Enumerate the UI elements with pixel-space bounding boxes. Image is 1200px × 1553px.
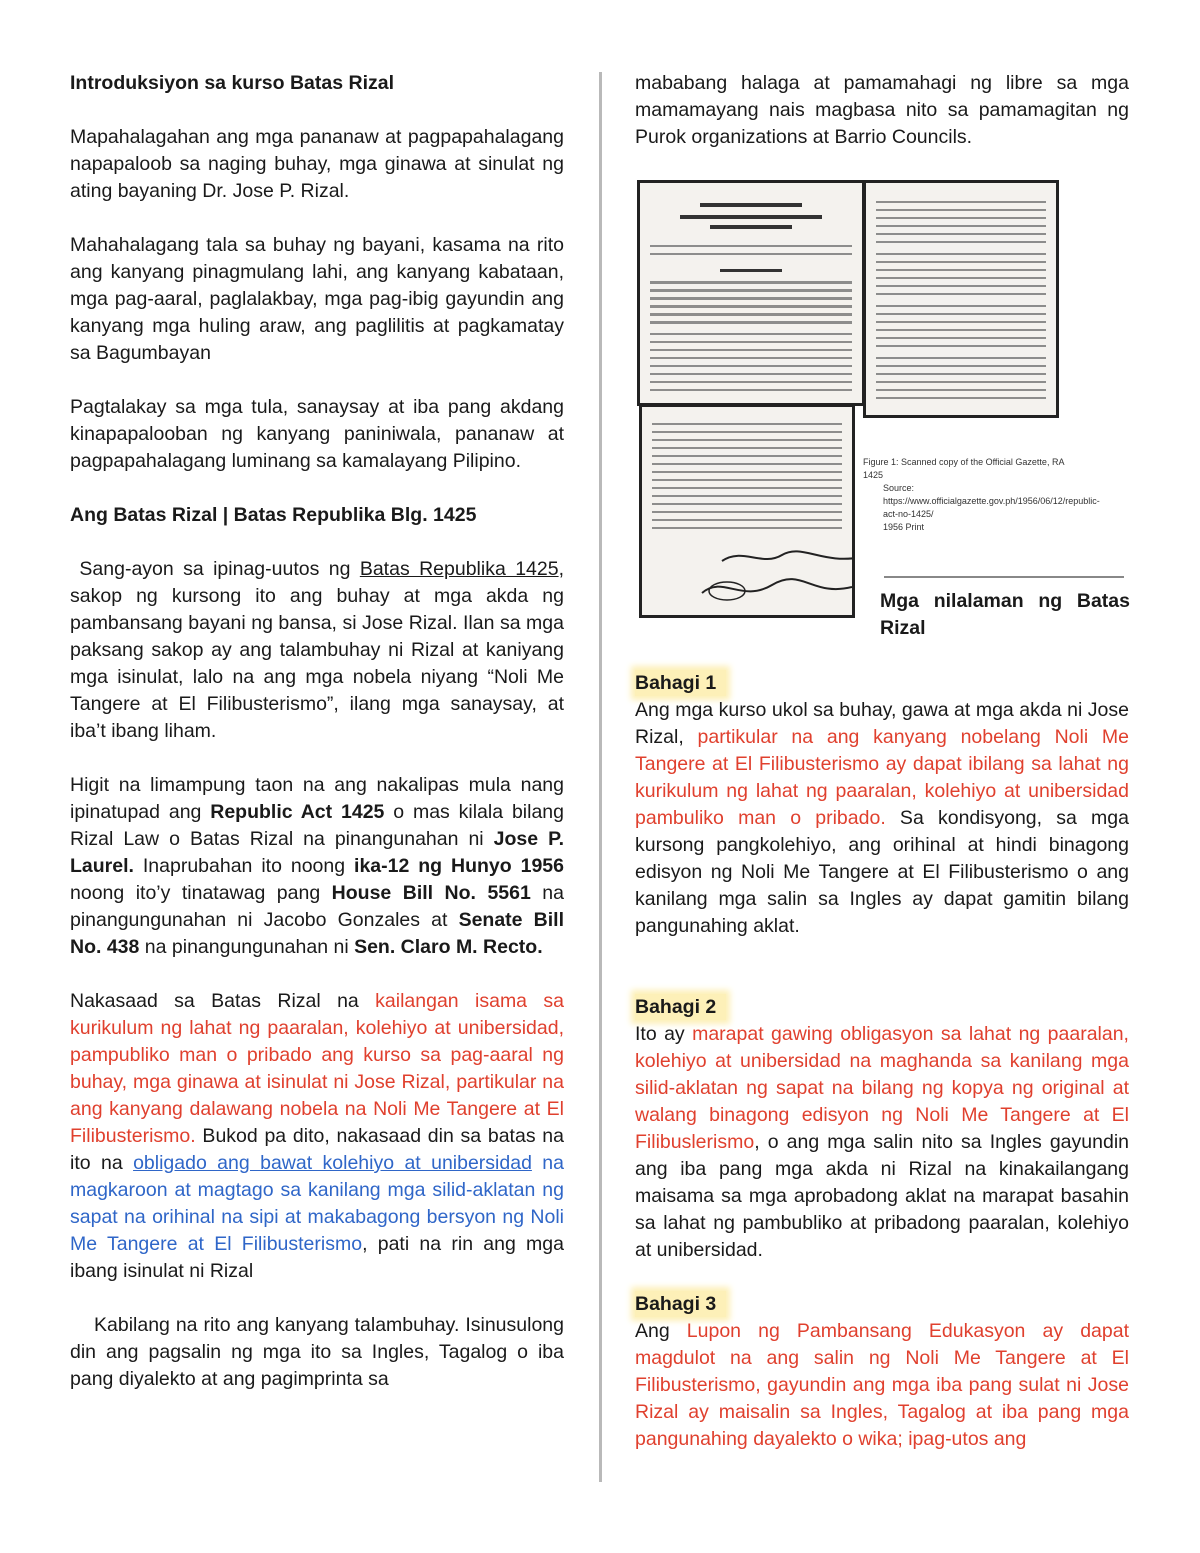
batas-republika-link[interactable]: Batas Republika 1425: [359, 558, 559, 580]
bahagi-sections: [635, 670, 1129, 1453]
batas-paragraph: Sang-ayon sa ipinag-uutos ng Batas Republika 1425, sakop ng kursong ito ang buhay at mga akda ng pambansang bayani ng bansa, si Jose Rizal. Ilan sa mga paksang sakop ay ang talambuhay ni Rizal at kaniyang mga isinulat, lalo na ang mga nobela niyang “Noli Me Tangere at El Filibusterismo”, ilang mga sanaysay, at iba’t ibang liham.: [70, 558, 564, 742]
bahagi-3-label: Bahagi 3: [635, 1291, 1129, 1318]
bahagi-3-text: Ang Lupon ng Pambansang Edukasyon ay dapat magdulot na ang salin ng Noli Me Tangere at El Filibusterismo, gayundin ang mga iba pang sulat ni Jose Rizal ay maisalin sa Ingles, Tagalog at iba pang mga pangunahing dayalekto o wika; ipag-utos ang: [635, 1320, 1129, 1450]
continued-paragraph: mababang halaga at pamamahagi ng libre sa mga mamamayang nais magbasa nito sa pamamagitan ng Purok organizations at Barrio Councils.: [635, 72, 1129, 148]
left-column: [70, 70, 564, 1393]
nilalaman-title: Mga nilalaman ng Batas Rizal: [880, 590, 1130, 639]
history-paragraph: Higit na limampung taon na ang nakalipas mula nang ipinatupad ang Republic Act 1425 o mas kilala bilang Rizal Law o Batas Rizal na pinangunahan ni Jose P. Laurel. Inaprubahan ito noong ika-12 ng Hunyo 1956 noong ito’y tinatawag pang House Bill No. 5561 na pinangungunahan ni Jacobo Gonzales at Senate Bill No. 438 na pinangungunahan ni Sen. Claro M. Recto.: [70, 774, 565, 958]
intro-paragraph-1: Mapahalagahan ang mga pananaw at pagpapahalagang napapaloob sa naging buhay, mga ginawa at sinulat ng ating bayaning Dr. Jose P. Rizal.: [70, 126, 564, 202]
kabilang-paragraph: Kabilang na rito ang kanyang talambuhay. Isinusulong din ang pagsalin ng mga ito sa Ingles, Tagalog o iba pang diyalekto at ang pagimprinta sa: [70, 1314, 564, 1390]
intro-title: Introduksiyon sa kurso Batas Rizal: [70, 72, 395, 94]
gazette-scan-page-2: [863, 180, 1059, 418]
bahagi-1-text: Ang mga kurso ukol sa buhay, gawa at mga akda ni Jose Rizal, partikular na ang kanyang nobelang Noli Me Tangere at El Filibusterismo ay dapat ibilang sa lahat ng kurikulum ng lahat ng paaralan, kolehiyo at unibersidad pambuliko man o pribado. Sa kondisyong, sa mga kursong pangkolehiyo, ang orihinal at hindi binagong edisyon ng Noli Me Tangere at El Filibusterismo o ang kanilang mga salin sa Ingles ay dapat gamitin bilang pangunahing aklat.: [635, 699, 1129, 937]
bahagi-2-text: Ito ay marapat gawing obligasyon sa lahat ng paaralan, kolehiyo at unibersidad na maghanda sa kanilang mga silid-aklatan ng sapat na bilang ng kopya ng original at walang binagong edisyon ng Noli Me Tangere at El Filibuslerismo, o ang mga salin nito sa Ingles gayundin ang iba pang mga akda ni Rizal na kinakailangang maisama sa mga aprobadong aklat na marapat basahin sa lahat ng pambubliko at pribadong paaralan, kolehiyo at unibersidad.: [635, 1023, 1129, 1261]
intro-paragraph-3: Pagtalakay sa mga tula, sanaysay at iba pang akdang kinapapalooban ng kanyang paniniwala, pananaw at pagpapahalagang luminang sa kamalayang Pilipino.: [70, 396, 564, 472]
section-title: Ang Batas Rizal | Batas Republika Blg. 1425: [70, 504, 477, 526]
signature-image: [682, 537, 855, 607]
right-column: [635, 70, 1129, 151]
obligado-link[interactable]: obligado ang bawat kolehiyo at unibersidad: [133, 1152, 532, 1174]
nakasaad-paragraph: Nakasaad sa Batas Rizal na kailangan isama sa kurikulum ng lahat ng paaralan, kolehiyo at unibersidad, pampubliko man o pribado ang kurso sa pag-aaral ng buhay, mga ginawa at isinulat ni Jose Rizal, partikular na ang kanyang dalawang nobela na Noli Me Tangere at El Filibusterismo. Bukod pa dito, nakasaad din sa batas na ito na obligado ang bawat kolehiyo at unibersidad na magkaroon at magtago sa kanilang mga silid-aklatan ng sapat na orihinal na sipi at makabagong bersyon ng Noli Me Tangere at El Filibusterismo, pati na rin ang mga ibang isinulat ni Rizal: [70, 990, 564, 1282]
gazette-scan-images: [637, 180, 1137, 625]
gazette-scan-page-3: [639, 404, 855, 618]
column-divider: [599, 72, 602, 1482]
bahagi-2-label: Bahagi 2: [635, 994, 1129, 1021]
intro-paragraph-2: Mahahalagang tala sa buhay ng bayani, kasama na rito ang kanyang pinagmulang lahi, ang kanyang kabataan, mga pag-aaral, paglalakbay, mga pag-ibig gayundin ang kanyang mga huling araw, ang paglilitis at pagkamatay sa Bagumbayan: [70, 234, 564, 364]
image-caption: Figure 1: Scanned copy of the Official Gazette, RA 1425 Source: https://www.officialgazette.gov.ph/1956/06/12/republic-act-no-1425/ 1956 Print: [863, 457, 1100, 532]
bahagi-1-label: Bahagi 1: [635, 670, 1129, 697]
caption-rule: [884, 576, 1124, 578]
gazette-scan-page-1: [637, 180, 865, 406]
